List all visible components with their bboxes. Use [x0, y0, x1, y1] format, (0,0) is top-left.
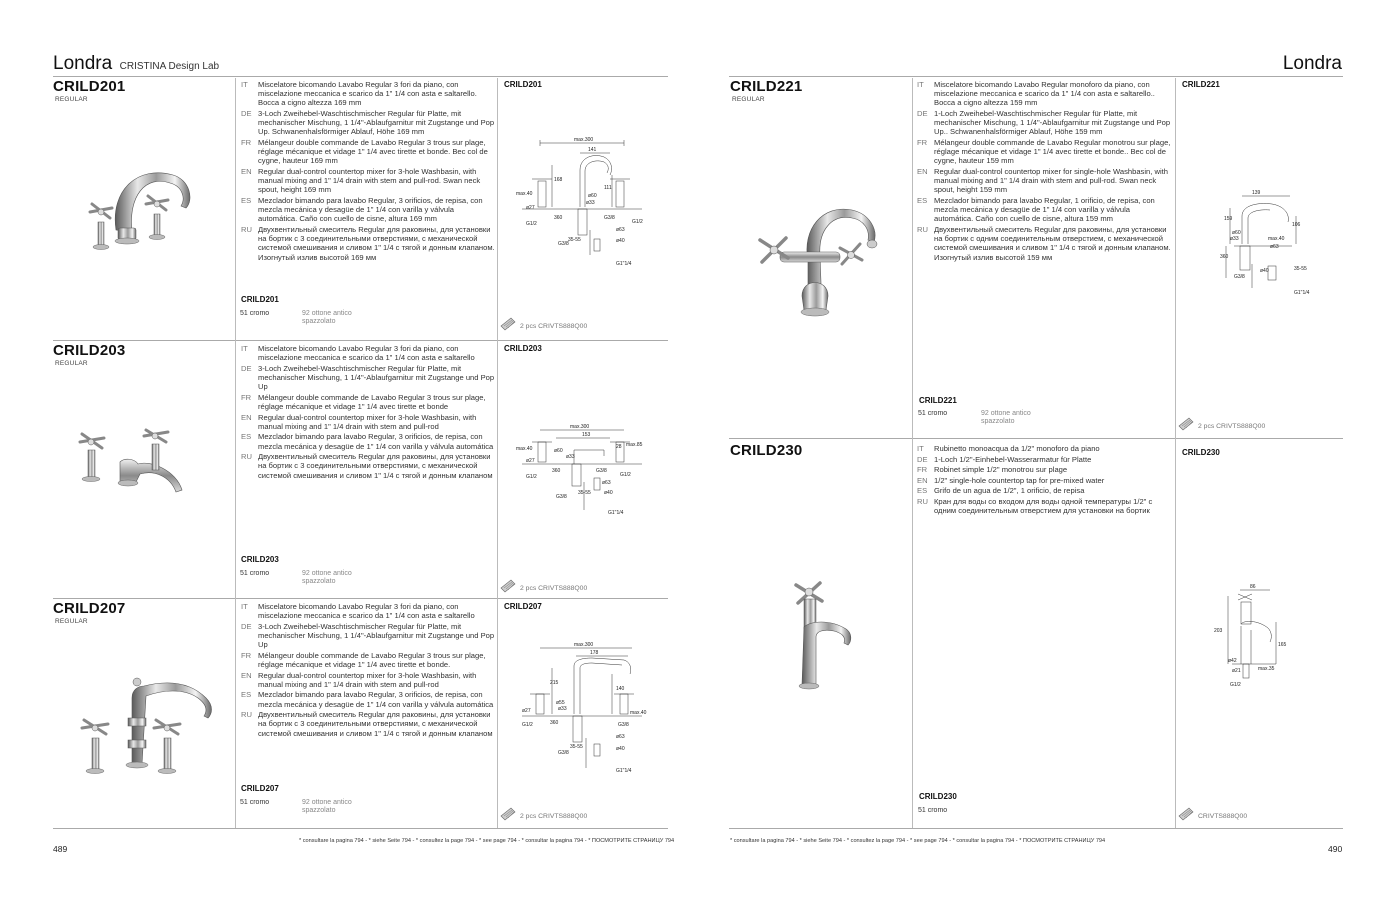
svg-text:max.300: max.300: [570, 424, 590, 430]
svg-text:ø33: ø33: [586, 200, 595, 206]
vrule-left-text: [235, 78, 236, 828]
description-en: EN 1/2" single-hole countertop tap for pre-mixed water: [917, 475, 1105, 485]
accessory-label: 2 pcs CRIVTS888Q00: [520, 323, 588, 330]
accessory-info: [499, 806, 587, 820]
description-ru: RU Двухвентильный смеситель Regular для раковины, для установки на бортик с 3 соединительными отверстиями, с механической системой смешивания и сливом 1" 1/4 с тягой и донным клапаном: [241, 710, 493, 738]
svg-text:max.40: max.40: [516, 446, 533, 452]
accessory-info: [1177, 806, 1247, 820]
finish-ottone: 92 ottone antico spazzolato: [302, 799, 352, 814]
technical-drawing-crild203: [512, 420, 652, 520]
product-code: CRILD230: [730, 442, 803, 459]
top-rule-left: [53, 76, 668, 77]
svg-text:ø27: ø27: [522, 708, 531, 714]
svg-text:G1/2: G1/2: [632, 219, 643, 225]
description-it: IT Miscelatore bicomando Lavabo Regular 3 fori da piano, con miscelazione meccanica e scarico da 1" 1/4 con asta e saltarello. Bocca a cigno altezza 169 mm: [241, 80, 477, 108]
svg-text:215: 215: [550, 680, 559, 686]
svg-text:G1"1/4: G1"1/4: [1294, 290, 1310, 296]
svg-text:G1/2: G1/2: [522, 722, 533, 728]
accessory-label: 2 pcs CRIVTS888Q00: [520, 813, 588, 820]
svg-text:ø33: ø33: [1230, 236, 1239, 242]
product-code: CRILD221: [730, 78, 803, 95]
svg-text:max.40: max.40: [630, 710, 647, 716]
description-de: DE 3-Loch Zweihebel-Waschtischmischer Regular für Platte, mit mechanischer Mischung, 1 1/4"-Ablaufgarnitur mit Zugstange und Pop Up: [241, 621, 495, 650]
svg-text:ø40: ø40: [604, 490, 613, 496]
description-en: EN Regular dual-control countertop mixer for 3-hole Washbasin, with manual mixing and 1" 1/4 drain with stem and pull-rod. Swan neck spout, height 169 mm: [241, 167, 481, 195]
valve-icon: [1177, 416, 1195, 430]
description-list: [241, 602, 495, 739]
svg-text:178: 178: [590, 650, 599, 656]
svg-text:168: 168: [554, 177, 563, 183]
technical-drawing-crild201: [512, 135, 652, 270]
svg-text:G1/2: G1/2: [526, 474, 537, 480]
description-de: DE 3-Loch Zweihebel-Waschtischmischer Regular für Platte, mit mechanischer Mischung, 1 1/4"-Ablaufgarnitur mit Zugstange und Pop Up: [241, 363, 495, 392]
accessory-info: [1177, 416, 1265, 430]
valve-icon: [499, 316, 517, 330]
svg-text:360: 360: [1220, 254, 1229, 260]
technical-drawing-crild221: [1222, 188, 1322, 298]
description-fr: FR Mélangeur double commande de Lavabo Regular 3 trous sur plage, réglage mécanique et vidage 1" 1/4 avec tirette et bonde. Bec col de cygne, hauteur 169 mm: [241, 138, 488, 166]
description-en: EN Regular dual-control countertop mixer for 3-hole Washbasin, with manual mixing and 1" 1/4 drain with stem and pull-rod: [241, 412, 477, 431]
technical-drawing-crild207: [512, 638, 652, 778]
product-photo-crild230: [790, 575, 860, 695]
product-type: REGULAR: [55, 618, 88, 625]
description-list: [241, 344, 495, 481]
svg-text:165: 165: [1278, 642, 1287, 648]
accessory-info: [499, 316, 587, 330]
svg-text:ø40: ø40: [616, 238, 625, 244]
svg-text:106: 106: [1292, 222, 1301, 228]
drawing-code: CRILD221: [1182, 80, 1220, 89]
finish-ottone: 92 ottone antico spazzolato: [302, 570, 352, 585]
page-header-left: [53, 53, 219, 75]
page-number-right: 490: [1328, 844, 1343, 854]
svg-text:G1/2: G1/2: [526, 221, 537, 227]
svg-text:360: 360: [554, 215, 563, 221]
accessory-label: 2 pcs CRIVTS888Q00: [1198, 423, 1266, 430]
svg-text:203: 203: [1214, 628, 1223, 634]
technical-drawing-crild230: [1214, 582, 1304, 692]
description-it: IT Rubinetto monoacqua da 1/2" monoforo da piano: [917, 444, 1100, 453]
svg-text:G1"1/4: G1"1/4: [616, 261, 632, 267]
vrule-right-text: [912, 78, 913, 828]
svg-text:max.40: max.40: [1268, 236, 1285, 242]
cross-handle-left: [82, 720, 108, 774]
description-de: DE 1-Loch Zweihebel-Waschtischmischer Regular für Platte, mit mechanischer Mischung, 1 1/4"-Ablaufgarnitur mit Zugstange und Pop Up.. Schwanenhalsförmiger Ablauf, Höhe 159 mm: [917, 109, 1171, 137]
svg-text:max.300: max.300: [574, 137, 594, 143]
finish-cromo: 51 cromo: [240, 310, 270, 317]
svg-text:141: 141: [588, 147, 597, 153]
valve-icon: [1177, 806, 1195, 820]
description-de: DE 3-Loch Zweihebel-Waschtischmischer Regular für Platte, mit mechanischer Mischung, 1 1/4"-Ablaufgarnitur mit Zugstange und Pop Up. Schwanenhalsförmiger Ablauf, Höhe 169 mm: [241, 109, 495, 137]
svg-text:35-55: 35-55: [568, 237, 581, 243]
collection-title: Londra: [53, 53, 113, 74]
footnote-left: * consultare la pagina 794 - * siehe Seite 794 - * consultez la page 794 - * see page 794 - * consultar la pagina 794 - * ПОСМОТРИТЕ СТРАНИЦУ 794: [299, 838, 675, 844]
description-en: EN Regular dual-control countertop mixer for 3-hole Washbasin, with manual mixing and 1" 1/4 drain with stem and pull-rod: [241, 670, 477, 689]
svg-text:G3/8: G3/8: [596, 468, 607, 474]
finish-code: CRILD203: [241, 555, 279, 564]
svg-text:G3/8: G3/8: [618, 722, 629, 728]
svg-text:G3/8: G3/8: [556, 494, 567, 500]
svg-text:35-55: 35-55: [578, 490, 591, 496]
description-es: ES Mezclador bimando para lavabo Regular, 3 orificios, de repisa, con mezcla mecánica y desagüe de 1" 1/4 con varilla y válvula automática: [241, 432, 494, 451]
svg-text:140: 140: [616, 686, 625, 692]
description-ru: RU Кран для воды со входом для воды одной температуры 1/2" с одним соединительным отверстием для установки на бортик: [917, 496, 1153, 516]
description-es: ES Mezclador bimando para lavabo Regular, 1 orificio, de repisa, con mezcla mecánica y desagüe de 1" 1/4 con varilla y válvula automática. Caño con cuello de cisne, altura 159 mm: [917, 196, 1155, 224]
svg-text:ø63: ø63: [616, 734, 625, 740]
svg-text:ø33: ø33: [558, 706, 567, 712]
product-code: CRILD207: [53, 600, 126, 617]
drawing-code: CRILD201: [504, 80, 542, 89]
svg-text:ø40: ø40: [1260, 268, 1269, 274]
svg-text:max.300: max.300: [574, 642, 594, 648]
cross-handle-right: [154, 720, 180, 774]
svg-text:ø27: ø27: [526, 205, 535, 211]
svg-text:ø55: ø55: [556, 700, 565, 706]
svg-text:ø33: ø33: [566, 454, 575, 460]
finish-cromo: 51 cromo: [918, 807, 948, 814]
product-photo-crild221: [752, 200, 887, 325]
svg-text:ø21: ø21: [1232, 668, 1241, 674]
svg-text:153: 153: [582, 432, 591, 438]
svg-text:ø63: ø63: [616, 227, 625, 233]
description-list: [917, 80, 1171, 263]
drawing-dimension-labels: [1214, 584, 1287, 688]
drawing-code: CRILD230: [1182, 448, 1220, 457]
cross-handle-right: [840, 244, 862, 264]
collection-title-right: Londra: [1282, 53, 1342, 74]
divider-left-1: [53, 340, 668, 341]
finish-cromo: 51 cromo: [240, 799, 270, 806]
divider-right-1: [729, 438, 1343, 439]
svg-text:max.85: max.85: [626, 442, 643, 448]
svg-text:ø60: ø60: [1232, 230, 1241, 236]
footnote-right: * consultare la pagina 794 - * siehe Seite 794 - * consultez la page 794 - * see page 794 - * consultar la pagina 794 - * ПОСМОТРИТЕ СТРАНИЦУ 794: [730, 838, 1106, 844]
product-photo-crild203: [78, 430, 193, 500]
svg-text:ø60: ø60: [554, 448, 563, 454]
drawing-code: CRILD203: [504, 344, 542, 353]
description-it: IT Miscelatore bicomando Lavabo Regular 3 fori da piano, con miscelazione meccanica e scarico da 1" 1/4 con asta e saltarello: [241, 602, 475, 621]
designer-subtitle: CRISTINA Design Lab: [119, 61, 220, 72]
bottom-rule-left: [53, 828, 668, 829]
product-type: REGULAR: [55, 360, 88, 367]
svg-text:ø60: ø60: [588, 193, 597, 199]
cross-handle-left: [80, 434, 104, 482]
svg-text:35-55: 35-55: [570, 744, 583, 750]
description-it: IT Miscelatore bicomando Lavabo Regular 3 fori da piano, con miscelazione meccanica e scarico da 1" 1/4 con asta e saltarello: [241, 344, 475, 363]
svg-text:35-55: 35-55: [1294, 266, 1307, 272]
svg-text:86: 86: [1250, 584, 1256, 590]
product-photo-crild201: [78, 160, 208, 260]
valve-icon: [499, 806, 517, 820]
svg-text:G1/2: G1/2: [1230, 682, 1241, 688]
vrule-left-drawing: [497, 78, 498, 828]
svg-text:G3/8: G3/8: [558, 750, 569, 756]
accessory-label: 2 pcs CRIVTS888Q00: [520, 585, 588, 592]
svg-text:G3/8: G3/8: [558, 241, 569, 247]
valve-icon: [499, 578, 517, 592]
description-list: [917, 444, 1171, 517]
description-en: EN Regular dual-control countertop mixer for single-hole Washbasin, with manual mixing and 1" 1/4 drain with stem and pull-rod. Swan neck spout, height 159 mm: [917, 167, 1168, 195]
product-photo-crild207: [78, 668, 218, 783]
svg-text:G3/8: G3/8: [1234, 274, 1245, 280]
finish-code: CRILD207: [241, 784, 279, 793]
svg-text:G1"1/4: G1"1/4: [608, 510, 624, 516]
svg-text:max.40: max.40: [516, 191, 533, 197]
svg-text:ø27: ø27: [526, 458, 535, 464]
svg-text:111: 111: [604, 185, 612, 191]
drawing-code: CRILD207: [504, 602, 542, 611]
svg-text:ø40: ø40: [616, 746, 625, 752]
product-type: REGULAR: [732, 96, 765, 103]
cross-handle-left: [90, 204, 112, 250]
finish-code: CRILD201: [241, 295, 279, 304]
finish-ottone: 92 ottone antico spazzolato: [981, 410, 1031, 425]
description-de: DE 1-Loch 1/2"-Einhebel-Wasserarmatur für Platte: [917, 454, 1092, 464]
description-ru: RU Двухвентильный смеситель Regular для раковины, для установки на бортик с 3 соединительными отверстиями, с механической системой смешивания и сливом 1" 1/4 с тягой и донным клапаном: [241, 452, 493, 480]
vrule-right-drawing: [1175, 78, 1176, 828]
svg-text:ø42: ø42: [1228, 658, 1237, 664]
product-code: CRILD203: [53, 342, 126, 359]
svg-text:360: 360: [550, 720, 559, 726]
bottom-rule-right: [729, 828, 1343, 829]
finish-code: CRILD221: [919, 396, 957, 405]
description-it: IT Miscelatore bicomando Lavabo Regular monoforo da piano, con miscelazione meccanica e scarico da 1" 1/4 con asta e saltarello.. Bocca a cigno altezza 159 mm: [917, 80, 1155, 108]
description-es: ES Grifo de un agua de 1/2", 1 orificio, de repisa: [917, 486, 1085, 496]
svg-text:159: 159: [1224, 216, 1233, 222]
description-list: [241, 80, 495, 263]
finish-cromo: 51 cromo: [918, 410, 948, 417]
description-es: ES Mezclador bimando para lavabo Regular, 3 orificios, de repisa, con mezcla mecánica y desagüe de 1" 1/4 con varilla y válvula automática. Caño con cuello de cisne, altura 169 mm: [241, 196, 483, 224]
accessory-label: CRIVTS888Q00: [1198, 813, 1248, 820]
svg-text:G1/2: G1/2: [620, 472, 631, 478]
svg-text:G3/8: G3/8: [604, 215, 615, 221]
description-fr: FR Mélangeur double commande de Lavabo Regular 3 trous sur plage, réglage mécanique et vidage 1" 1/4 avec tirette et bonde: [241, 392, 486, 411]
svg-text:ø63: ø63: [1270, 244, 1279, 250]
description-es: ES Mezclador bimando para lavabo Regular, 3 orificios, de repisa, con mezcla mecánica y desagüe de 1" 1/4 con varilla y válvula automática: [241, 690, 494, 709]
svg-text:G1"1/4: G1"1/4: [616, 768, 632, 774]
description-ru: RU Двухвентильный смеситель Regular для раковины, для установки на бортик с одним соединительным отверстием, с механической системой смешивания и сливом 1" 1/4 с тягой и донным клапаном. Изогнутый излив высотой 159 мм: [917, 225, 1171, 262]
svg-text:360: 360: [552, 468, 561, 474]
finish-ottone: 92 ottone antico spazzolato: [302, 310, 352, 325]
page-number-left: 489: [53, 844, 68, 854]
finish-code: CRILD230: [919, 792, 957, 801]
divider-left-2: [53, 598, 668, 599]
finish-cromo: 51 cromo: [240, 570, 270, 577]
description-fr: FR Mélangeur double commande de Lavabo Regular monotrou sur plage, réglage mécanique et vidage 1" 1/4 avec tirette et bonde.. Bec col de cygne, hauteur 159 mm: [917, 138, 1171, 166]
description-fr: FR Mélangeur double commande de Lavabo Regular 3 trous sur plage, réglage mécanique et vidage 1" 1/4 avec tirette et bonde.: [241, 650, 486, 669]
product-code: CRILD201: [53, 78, 126, 95]
cross-handle-right: [146, 196, 168, 240]
svg-text:ø63: ø63: [602, 480, 611, 486]
description-ru: RU Двухвентильный смеситель Regular для раковины, для установки на бортик с 3 соединительными отверстиями, с механической системой смешивания и сливом 1" 1/4 с тягой и донным клапаном. Изогнутый излив высотой 169 мм: [241, 225, 495, 262]
svg-text:28: 28: [616, 444, 622, 450]
product-type: REGULAR: [55, 96, 88, 103]
description-fr: FR Robinet simple 1/2" monotrou sur plage: [917, 465, 1068, 475]
svg-text:max.35: max.35: [1258, 666, 1275, 672]
svg-text:139: 139: [1252, 190, 1261, 196]
top-rule-right: [729, 76, 1343, 77]
accessory-info: [499, 578, 587, 592]
